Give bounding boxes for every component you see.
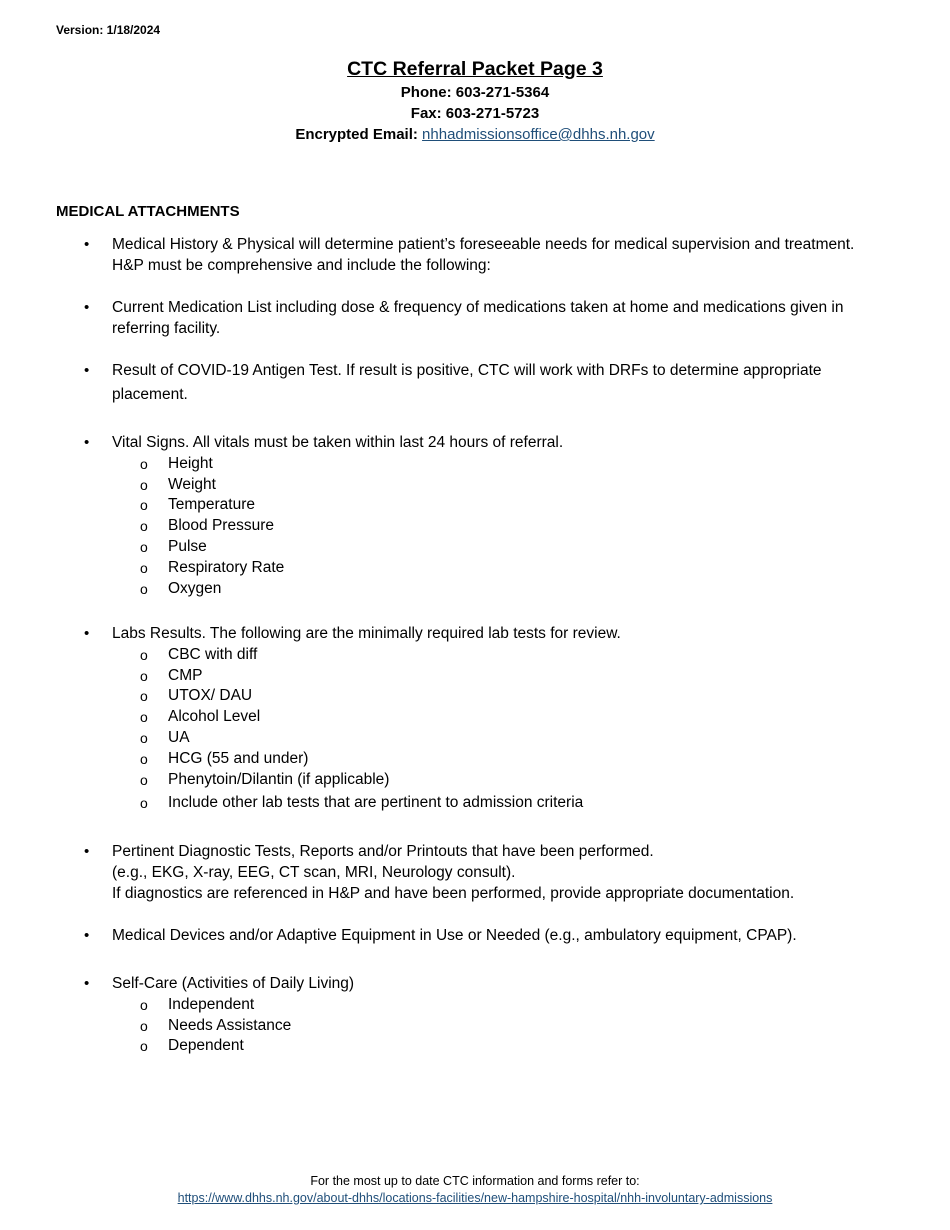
selfcare-independent: Independent: [168, 995, 255, 1013]
circle-bullet-icon: o: [140, 750, 148, 767]
page-footer: [0, 1173, 950, 1207]
footer-note: For the most up to date CTC information and forms refer to:: [310, 1174, 640, 1188]
version-label: Version: 1/18/2024: [56, 23, 161, 37]
bullet-medical-devices: [84, 926, 884, 947]
list-item: [112, 770, 884, 791]
vital-weight: Weight: [168, 475, 216, 493]
list-item: [112, 749, 884, 770]
page-title: CTC Referral Packet Page 3: [347, 58, 603, 80]
circle-bullet-icon: o: [140, 455, 148, 472]
bullet-medical-history: [84, 235, 884, 277]
medication-line-2: referring facility.: [112, 319, 221, 337]
bullet-dot-icon: •: [84, 434, 90, 451]
bullet-medication-list: [84, 298, 884, 340]
labs-sublist: [112, 645, 884, 814]
circle-bullet-icon: o: [140, 518, 148, 535]
phone-line: Phone: 603-271-5364: [400, 84, 550, 101]
vitals-text: Vital Signs. All vitals must be taken within last 24 hours of referral.: [112, 434, 564, 451]
bullet-dot-icon: •: [84, 362, 90, 379]
lab-phenytoin: Phenytoin/Dilantin (if applicable): [168, 770, 390, 788]
list-item: [112, 558, 884, 579]
vitals-sublist: [112, 454, 884, 600]
list-item: [112, 686, 884, 707]
circle-bullet-icon: o: [140, 709, 148, 726]
vital-respiratory-rate: Respiratory Rate: [168, 558, 285, 576]
circle-bullet-icon: o: [140, 771, 148, 788]
fax-line: Fax: 603-271-5723: [410, 105, 540, 122]
list-item: [112, 537, 884, 558]
diagnostics-line-3: If diagnostics are referenced in H&P and have been performed, provide appropriate documentation.: [112, 884, 795, 902]
labs-text: Labs Results. The following are the minimally required lab tests for review.: [112, 625, 621, 642]
lab-hcg: HCG (55 and under): [168, 749, 309, 767]
list-item: [112, 793, 884, 814]
email-line: [0, 124, 950, 145]
list-item: [112, 728, 884, 749]
list-item: [112, 475, 884, 496]
list-item: [112, 454, 884, 475]
circle-bullet-icon: o: [140, 476, 148, 493]
footer-link[interactable]: https://www.dhhs.nh.gov/about-dhhs/locations-facilities/new-hampshire-hospital/nhh-involuntary-admissions: [177, 1191, 773, 1205]
vital-oxygen: Oxygen: [168, 579, 222, 597]
medication-line-1: Current Medication List including dose & frequency of medications taken at home and medications given in: [112, 299, 844, 316]
circle-bullet-icon: o: [140, 1038, 148, 1055]
vital-temperature: Temperature: [168, 496, 256, 514]
bullet-dot-icon: •: [84, 843, 90, 860]
lab-utox: UTOX/ DAU: [168, 687, 253, 705]
circle-bullet-icon: o: [140, 580, 148, 597]
list-item: [112, 1036, 884, 1057]
history-line-2: H&P must be comprehensive and include the following:: [112, 256, 491, 274]
vital-pulse: Pulse: [168, 537, 207, 555]
bullet-covid-test: [84, 361, 884, 406]
lab-cmp: CMP: [168, 666, 203, 684]
lab-ua: UA: [168, 728, 190, 746]
list-item: [112, 666, 884, 687]
devices-text: Medical Devices and/or Adaptive Equipment in Use or Needed (e.g., ambulatory equipment, CPAP).: [112, 927, 797, 944]
bullet-vital-signs: [84, 433, 884, 599]
circle-bullet-icon: o: [140, 688, 148, 705]
lab-alcohol: Alcohol Level: [168, 708, 261, 726]
covid-line-2: placement.: [112, 385, 188, 403]
bullet-dot-icon: •: [84, 299, 90, 316]
circle-bullet-icon: o: [140, 996, 148, 1013]
list-item: [112, 579, 884, 600]
bullet-self-care: [84, 974, 884, 1057]
list-item: [112, 995, 884, 1016]
diagnostics-line-2: (e.g., EKG, X-ray, EEG, CT scan, MRI, Neurology consult).: [112, 863, 516, 881]
circle-bullet-icon: o: [140, 497, 148, 514]
document-header: [0, 56, 950, 145]
circle-bullet-icon: o: [140, 795, 148, 812]
selfcare-needs-assistance: Needs Assistance: [168, 1016, 292, 1034]
vital-blood-pressure: Blood Pressure: [168, 517, 274, 535]
circle-bullet-icon: o: [140, 667, 148, 684]
bullet-dot-icon: •: [84, 975, 90, 992]
list-item: [112, 707, 884, 728]
email-link[interactable]: nhhadmissionsoffice@dhhs.nh.gov: [422, 126, 655, 143]
email-label: Encrypted Email:: [295, 126, 418, 143]
circle-bullet-icon: o: [140, 559, 148, 576]
list-item: [112, 516, 884, 537]
lab-cbc: CBC with diff: [168, 645, 258, 663]
selfcare-dependent: Dependent: [168, 1037, 244, 1055]
history-line-1: Medical History & Physical will determine patient’s foreseeable needs for medical supervision and treatment.: [112, 236, 855, 253]
bullet-lab-results: [84, 624, 884, 814]
selfcare-sublist: [112, 995, 884, 1057]
vital-height: Height: [168, 454, 213, 472]
bullet-dot-icon: •: [84, 927, 90, 944]
section-title: MEDICAL ATTACHMENTS: [56, 203, 240, 220]
diagnostics-line-1: Pertinent Diagnostic Tests, Reports and/or Printouts that have been performed.: [112, 843, 654, 860]
bullet-diagnostic-tests: [84, 842, 884, 904]
bullet-dot-icon: •: [84, 625, 90, 642]
bullet-dot-icon: •: [84, 236, 90, 253]
selfcare-text: Self-Care (Activities of Daily Living): [112, 975, 355, 992]
list-item: [112, 645, 884, 666]
circle-bullet-icon: o: [140, 1017, 148, 1034]
list-item: [112, 1016, 884, 1037]
circle-bullet-icon: o: [140, 646, 148, 663]
circle-bullet-icon: o: [140, 729, 148, 746]
covid-line-1: Result of COVID-19 Antigen Test. If result is positive, CTC will work with DRFs to determine appropriate: [112, 362, 822, 379]
lab-other: Include other lab tests that are pertinent to admission criteria: [168, 794, 584, 812]
list-item: [112, 495, 884, 516]
circle-bullet-icon: o: [140, 538, 148, 555]
